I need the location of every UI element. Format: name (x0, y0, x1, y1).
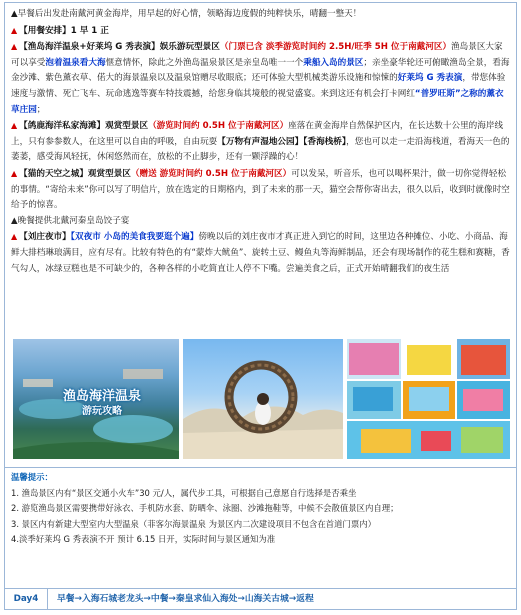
triangle-bullet-icon: ▲ (11, 42, 18, 52)
water-park-collage (347, 339, 510, 459)
cat-sky-section: ▲ 【猫的天空之城】观赏型景区（赠送 游览时间约 0.5H 位于南戴河区）可以发呆，听音乐，也可以喝杯果汁，做一切你觉得轻松的事情。“寄给未来”你可以写了明信片，放在选定的日期格内，到了未来的那一天，猫空会帮你寄出去，很久以后，收到时就像时空给予的惊喜。 (11, 168, 510, 211)
cat-sky-tag: （赠送 游览时间约 0.5H 位于南戴河区） (130, 168, 292, 179)
night-market-tag: 【双夜市 小岛的美食我要逛个遍】 (70, 232, 199, 243)
meal-line: ▲ 【用餐安排】1 早 1 正 (11, 25, 109, 36)
tips-item: 3. 景区内有新建大型室内大型温泉（菲客尔海景温泉 为景区内二次建设项目不包含在首道门票内） (11, 518, 377, 529)
itinerary-card (4, 2, 517, 610)
beach-section: ▲ 【鸽鹿海洋私家海滩】观赏型景区（游览时间约 0.5H 位于南戴河区）座落在黄金海岸自然保护区内，在长达数十公里的海岸线上，只有参参数人，在这里可以自由的呼吸，自由玩耍【万物有声湿地公园】【香海栈桥】，您也可以走一走沿海栈道，看海天一色的萎萎，感受海风轻抚，休闲悠然而在，放松的不止脚步，还有一颗浮躁的心！ (11, 121, 510, 163)
photo-overlay-caption: 渔岛海洋温泉 游玩攻略 (62, 389, 141, 417)
yudao-section: ▲ 【渔岛海洋温泉+好莱坞 G 秀表演】娱乐游玩型景区（门票已含 淡季游览时间约 2.5H/旺季 5H 位于南戴河区）渔岛景区大家可以享受泡着温泉看大海惬意情怀，除此之外渔岛温泉景区是亲皇岛唯一一个乘船入岛的景区；亲坐豪华轮还可俯瞰渔岛全景，看海金沙滩、紫色薰衣草、偌大的海景温泉以及温泉馆赠尽收眼底；还可体验大型机械类游乐设施和惊悚的好莱坞 G 秀表演，带您体验速度与激情、死亡飞车、玩命逃逸等赛车特技震撼，给您身临其境般的视觉盛宴。来到这还有机会打卡网红“普罗旺斯”之称的薰衣草庄园； (11, 42, 510, 115)
yudao-resort-photo (13, 339, 179, 459)
intro-line: ▲早餐后出发赴南戴河黄金海岸，用早起的好心情，领略海边度假的纯粹快乐，晴翻一整天！ (11, 9, 362, 19)
tips-item: 4.淡季好莱坞 G 秀表演不开 预计 6.15 日开，实际时间与景区通知为准 (11, 534, 276, 544)
night-market-title: 【刘庄夜市】 (19, 232, 71, 243)
beach-tag: （游览时间约 0.5H 位于南戴河区） (148, 121, 289, 132)
collage-image (347, 339, 510, 459)
cat-sky-photo (183, 339, 343, 459)
tips-item: 2. 游览渔岛景区需要携带好泳衣、手机防水套、防晒伞、泳圈、沙滩拖鞋等，中候不会散值景区内自理； (11, 503, 399, 513)
tips-title: 温馨提示： (11, 472, 53, 482)
beach-title: 【鸽鹿海洋私家海滩】观赏型景区 (19, 121, 149, 132)
triangle-bullet-icon: ▲ (11, 25, 18, 35)
day-route: 早餐→入海石城老龙头→中餐→秦皇求仙入海处→山海关古城→返程 (57, 594, 314, 604)
tips-item: 1. 渔岛景区内有“景区交通小火车”30 元/人，属代步工具，可根据自己意愿自行选择是否乘坐 (11, 487, 357, 498)
triangle-bullet-icon: ▲ (11, 121, 18, 131)
yudao-title: 【渔岛海洋温泉+好莱坞 G 秀表演】娱乐游玩型景区 (19, 42, 220, 53)
dinner-line: ▲晚餐提供北戴河秦皇岛饺子宴 (11, 215, 130, 226)
day-row (5, 588, 516, 609)
photo-strip (13, 339, 510, 459)
yudao-tag: （门票已含 淡季游览时间约 2.5H/旺季 5H 位于南戴河区） (219, 42, 452, 53)
night-market-section: ▲ 【刘庄夜市】【双夜市 小岛的美食我要逛个遍】傍晚以后的刘庄夜市才真正进入到它的时间，这里边各种摊位、小吃、小商品、海鲜大排档琳琅满目，应有尽有。比较有特色的有“蒙炸大鱿鱼”、旋转土豆、鳗鱼丸等海鲜制品，还会有现场制作的花生糕和赛糖，香气勾人，冰绿豆糕也是不可缺少的，各种各样的小吃简直让人停不下嘴。尝遍美食之后，正式开始晴翻我们的夜生活 (11, 232, 510, 274)
cat-sky-title: 【猫的天空之城】观赏型景区 (19, 168, 131, 179)
moon-swing-image (183, 339, 343, 459)
triangle-bullet-icon: ▲ (11, 232, 18, 242)
triangle-bullet-icon: ▲ (11, 168, 18, 178)
day-label: Day4 (5, 589, 48, 609)
tips-box (5, 467, 516, 588)
